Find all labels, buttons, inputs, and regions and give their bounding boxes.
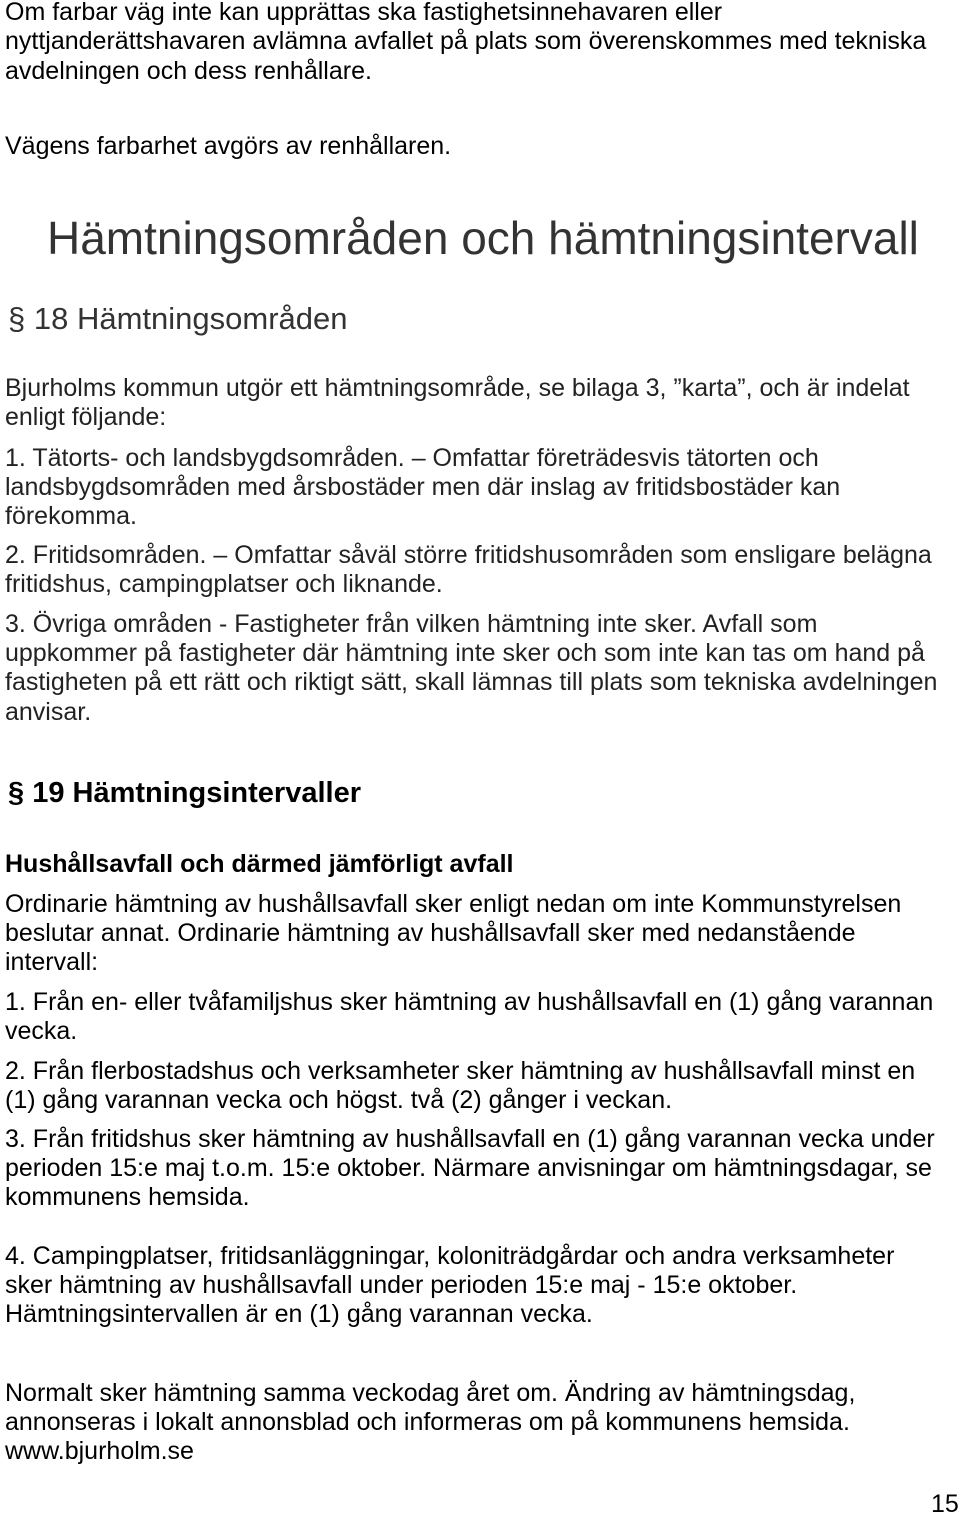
text-line: Om farbar väg inte kan upprättas ska fastighetsinnehavaren eller — [5, 0, 723, 26]
section-18-heading — [8, 303, 348, 334]
text-line: 3. Från fritidshus sker hämtning av hushållsavfall en (1) gång varannan vecka under — [5, 1124, 935, 1153]
text-line: 2. Fritidsområden. – Omfattar såväl större fritidshusområden som ensligare belägna — [5, 540, 932, 569]
section-title: 19 Hämtningsintervaller — [32, 777, 361, 809]
text-line: uppkommer på fastigheter där hämtning inte sker och som inte kan tas om hand på — [5, 639, 925, 667]
text-line: nyttjanderättshavaren avlämna avfallet på plats som överenskommes med tekniska — [5, 27, 927, 56]
section-symbol: § — [8, 777, 25, 809]
text-line: kommunens hemsida. — [5, 1183, 250, 1212]
website-url: www.bjurholm.se — [5, 1437, 194, 1466]
text-line: beslutar annat. Ordinarie hämtning av hushållsavfall sker med nedanstående — [5, 919, 856, 947]
area-item-3 — [5, 610, 937, 728]
text-line: intervall: — [5, 948, 99, 977]
closing-paragraph — [5, 1379, 855, 1467]
text-line: vecka. — [5, 1017, 78, 1045]
text-line: 2. Från flerbostadshus och verksamheter sker hämtning av hushållsavfall minst en — [5, 1056, 916, 1085]
interval-item-1 — [5, 988, 933, 1047]
text-line: Hämtningsintervallen är en (1) gång varannan vecka. — [5, 1300, 593, 1329]
text-line: 1. Tätorts- och landsbygdsområden. – Omfattar företrädesvis tätorten och — [5, 443, 819, 472]
text-line: annonseras i lokalt annonsblad och informeras om på kommunens hemsida. — [5, 1408, 850, 1436]
area-item-1 — [5, 444, 840, 532]
page-heading: Hämtningsområden och hämtningsintervall — [47, 211, 919, 264]
text-line: Vägens farbarhet avgörs av renhållaren. — [5, 131, 452, 160]
text-line: (1) gång varannan vecka och högst. två (2) gånger i veckan. — [5, 1086, 673, 1114]
text-line: 1. Från en- eller tvåfamiljshus sker hämtning av hushållsavfall en (1) gång varannan — [5, 987, 934, 1016]
section-19-heading — [8, 779, 361, 808]
section-19-intro-paragraph — [5, 890, 901, 978]
page-number: 15 — [931, 1490, 959, 1515]
text-line: Bjurholms kommun utgör ett hämtningsområde, se bilaga 3, ”karta”, och är indelat — [5, 373, 910, 402]
text-line: 3. Övriga områden - Fastigheter från vilken hämtning inte sker. Avfall som — [5, 609, 818, 638]
text-line: enligt följande: — [5, 403, 167, 431]
text-line: förekomma. — [5, 502, 137, 531]
text-line: fritidshus, campingplatser och liknande. — [5, 570, 443, 598]
text-line: perioden 15:e maj t.o.m. 15:e oktober. Närmare anvisningar om hämtningsdagar, se — [5, 1154, 932, 1182]
section-18-intro-paragraph — [5, 374, 910, 433]
section-title: 18 Hämtningsområden — [33, 301, 348, 336]
area-item-2 — [5, 541, 932, 600]
text-line: Normalt sker hämtning samma veckodag året om. Ändring av hämtningsdag, — [5, 1378, 856, 1407]
text-line: fastigheten på ett rätt och riktigt sätt, skall lämnas till plats som tekniska avdelningen — [5, 668, 938, 697]
text-line: 4. Campingplatser, fritidsanläggningar, koloniträdgårdar och andra verksamheter — [5, 1241, 895, 1270]
text-line: landsbygdsområden med årsbostäder men där inslag av fritidsbostäder kan — [5, 473, 841, 501]
section-symbol: § — [8, 301, 26, 336]
road-passability-note — [5, 132, 451, 161]
text-line: avdelningen och dess renhållare. — [5, 56, 372, 85]
text-line: Ordinarie hämtning av hushållsavfall sker enligt nedan om inte Kommunstyrelsen — [5, 889, 902, 918]
interval-item-3 — [5, 1125, 935, 1213]
interval-item-4 — [5, 1242, 894, 1330]
intro-paragraph — [5, 0, 926, 86]
text-line: sker hämtning av hushållsavfall under perioden 15:e maj - 15:e oktober. — [5, 1271, 798, 1299]
interval-item-2 — [5, 1057, 915, 1116]
household-waste-subheading: Hushållsavfall och därmed jämförligt avfall — [5, 849, 514, 878]
text-line: anvisar. — [5, 697, 92, 726]
